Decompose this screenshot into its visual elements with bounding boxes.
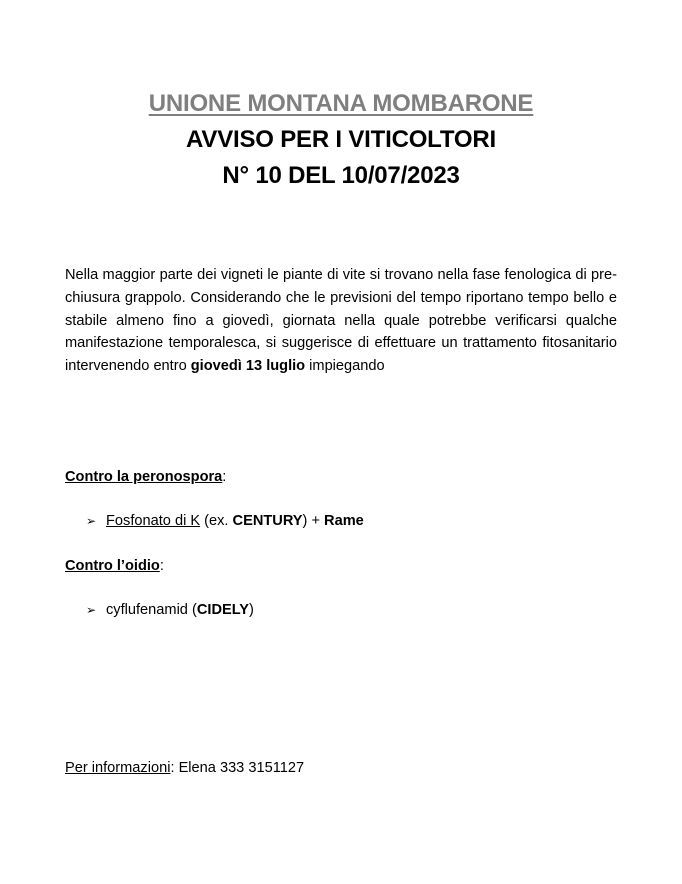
arrow-bullet-icon: ➢ <box>86 603 97 617</box>
advisory-text: Nella maggior parte dei vigneti le piante di vite si trovano nella fase fenologica di pre-chiusura grappolo. Considerando che le previsioni del tempo riportano tempo bello e stabile almeno fino a giovedì, giornata nella quale potrebbe verificarsi qualche manifestazione temporalesca, si suggerisce di effettuare un trattamento fitosanitario intervenendo entro <box>65 267 617 375</box>
notice-number: N° 10 DEL 10/07/2023 <box>222 162 460 189</box>
organization-name: UNIONE MONTANA MOMBARONE <box>148 90 534 117</box>
product-example-close: ) + <box>302 513 325 529</box>
peronospora-colon: : <box>222 469 227 485</box>
product-cyflufenamid: cyflufenamid ( <box>106 602 197 618</box>
product-fosfonato: Fosfonato di K <box>106 513 201 529</box>
oidio-colon: : <box>159 558 164 574</box>
peronospora-heading: Contro la peronospora <box>65 469 223 485</box>
advisory-paragraph <box>65 264 617 378</box>
product-close: ) <box>249 602 254 618</box>
arrow-bullet-icon: ➢ <box>86 514 97 528</box>
brand-cidely: CIDELY <box>196 602 250 618</box>
advisory-text-end: impiegando <box>309 358 385 375</box>
list-item-oidio-treatment <box>86 600 254 620</box>
section-title-oidio <box>65 556 164 576</box>
oidio-heading: Contro l’oidio <box>65 558 160 574</box>
contact-details: Elena 333 3151127 <box>174 760 305 776</box>
brand-century: CENTURY <box>232 513 303 529</box>
contact-colon: : <box>170 760 175 776</box>
notice-title: AVVISO PER I VITICOLTORI <box>186 126 496 153</box>
treatment-deadline: giovedì 13 luglio <box>190 358 306 375</box>
section-title-peronospora <box>65 467 226 487</box>
product-example-open: (ex. <box>200 513 233 529</box>
list-item-peronospora-treatment <box>86 511 364 531</box>
contact-label: Per informazioni <box>65 760 171 776</box>
contact-info <box>65 758 304 778</box>
document-header <box>0 86 682 194</box>
product-rame: Rame <box>324 513 364 529</box>
